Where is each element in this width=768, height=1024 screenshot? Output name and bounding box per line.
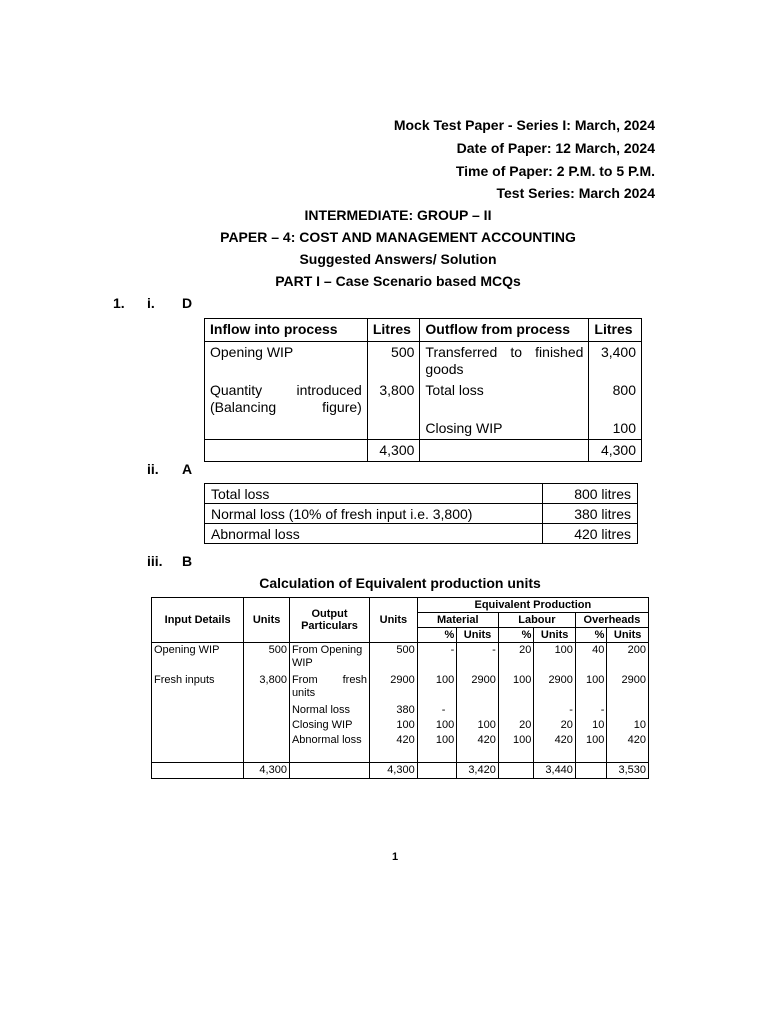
col-header: Litres [367,319,420,342]
answer-iii: B [182,553,193,569]
table-row: Closing WIP 100 [205,418,642,440]
header-line-3: Time of Paper: 2 P.M. to 5 P.M. [455,163,655,179]
loss-table [204,483,638,544]
page-number: 1 [391,851,399,863]
table-row: Normal loss (10% of fresh input i.e. 3,800) 380 litres [205,504,638,524]
col-header: Litres [589,319,642,342]
table-row: Opening WIP 500 From Opening WIP 500 - - 20 100 40 200 [152,643,649,673]
equivalent-production-table: Input Details Units Output Particulars Units Equivalent Production Material Labour Overheads % Units % Units % Units Opening WIP 500 From Opening WIP 500 - - 20 100 40 200 Fresh inputs 3,800 From fresh units 2900 100 2900 100 2900 100 2900 Normal loss 380 - - - Closing WIP 100 100 100 20 20 10 10 Abnormal loss 420 100 420 100 420 100 420 4,300 4,300 3,420 3,440 3,530 [151,597,649,779]
header-line-2: Date of Paper: 12 March, 2024 [456,140,655,156]
header-line-1: Mock Test Paper - Series I: March, 2024 [393,117,655,133]
sub-label-i: i. [147,295,155,311]
paper-title: PAPER – 4: COST AND MANAGEMENT ACCOUNTING [220,229,576,245]
table-row: Abnormal loss 420 litres [205,524,638,544]
part-title: PART I – Case Scenario based MCQs [275,273,521,289]
sub-label-ii: ii. [147,461,159,477]
answer-ii: A [182,461,193,477]
group-title: INTERMEDIATE: GROUP – II [304,207,492,223]
table-total-row: 4,300 4,300 3,420 3,440 3,530 [152,763,649,779]
answer-i: D [182,295,193,311]
table-total-row: 4,300 4,300 [205,440,642,462]
suggested-title: Suggested Answers/ Solution [299,251,497,267]
process-table [204,318,642,462]
table-row: Quantity introduced (Balancing figure) 3,800 Total loss 800 [205,380,642,418]
table-row: Closing WIP 100 100 100 20 20 10 10 [152,718,649,733]
sub-label-iii: iii. [147,553,163,569]
col-header: Inflow into process [205,319,368,342]
table-row: Opening WIP 500 Transferred to finished goods 3,400 [205,342,642,381]
table-row: Fresh inputs 3,800 From fresh units 2900 100 2900 100 2900 100 2900 [152,673,649,703]
table-row: Total loss 800 litres [205,484,638,504]
header-line-4: Test Series: March 2024 [496,185,655,201]
col-header: Outflow from process [420,319,589,342]
table-row: Abnormal loss 420 100 420 100 420 100 420 [152,733,649,763]
ep-table-title: Calculation of Equivalent production units [259,575,541,591]
table-row: Normal loss 380 - - - [152,703,649,718]
question-number: 1. [113,295,125,311]
